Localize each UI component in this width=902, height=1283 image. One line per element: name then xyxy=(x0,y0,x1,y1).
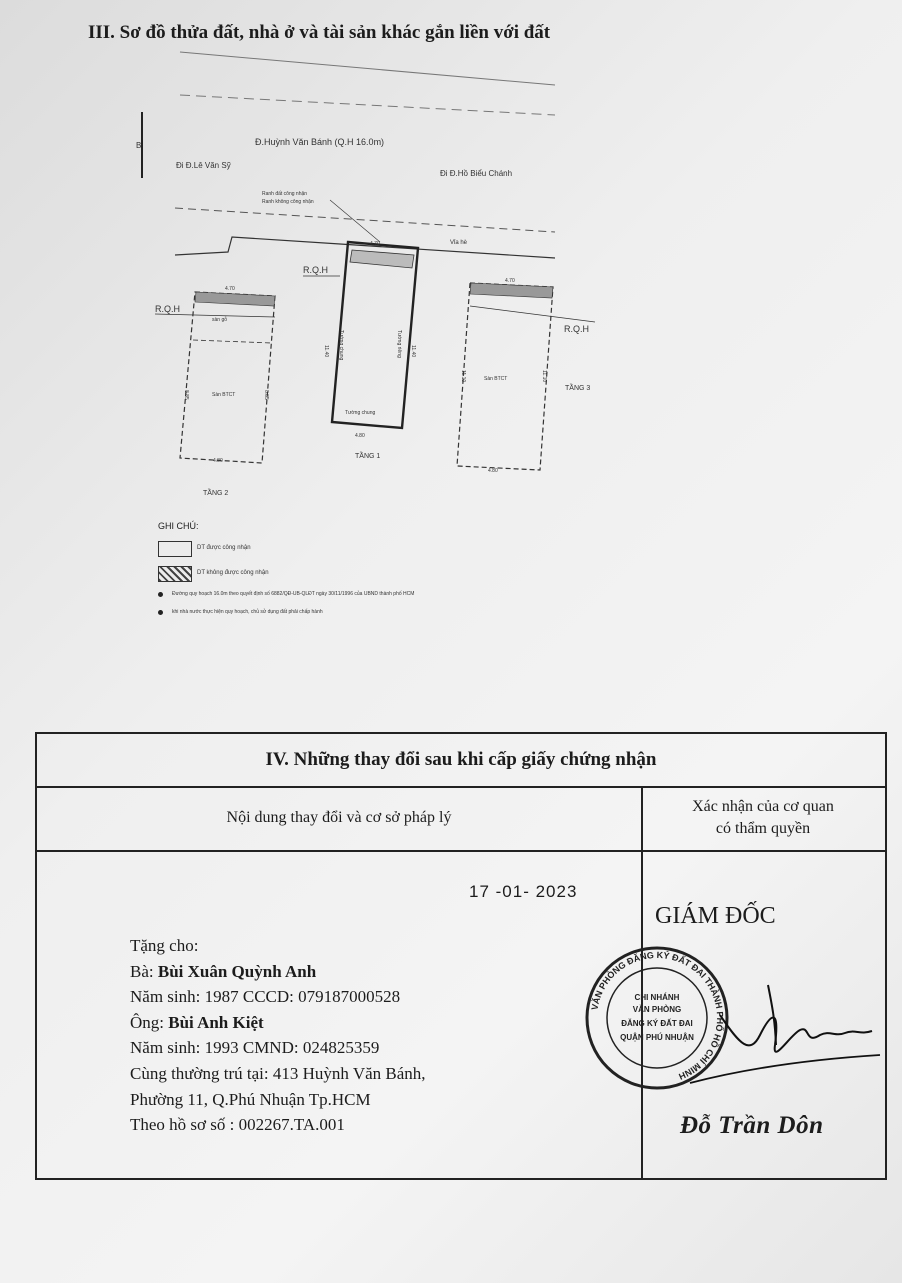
recipient-name-1: Bùi Xuân Quỳnh Anh xyxy=(157,961,317,981)
section3-title: III. Sơ đồ thửa đất, nhà ở và tài sản khác gắn liền với đất xyxy=(88,22,551,43)
floor3-label: TẦNG 3 xyxy=(565,385,591,392)
svg-text:ĐĂNG KÝ ĐẤT ĐAI: ĐĂNG KÝ ĐẤT ĐAI xyxy=(621,1019,693,1028)
note-not-recognized-label: Ranh không công nhận xyxy=(262,199,314,205)
detail-line: Bà: Bùi Xuân Quỳnh Anh xyxy=(130,961,317,981)
floor2-wood: sàn gỗ xyxy=(212,317,228,323)
bullet-icon xyxy=(158,592,163,597)
floor2-hatch-area xyxy=(195,292,275,306)
svg-text:4.70: 4.70 xyxy=(225,286,235,292)
floor1-hatch-area xyxy=(350,250,414,268)
svg-text:11.40: 11.40 xyxy=(323,345,329,358)
svg-text:B: B xyxy=(136,141,142,150)
change-date: 17 -01- 2023 xyxy=(469,882,578,901)
section4-title: IV. Những thay đổi sau khi cấp giấy chứng nhận xyxy=(37,734,885,788)
rqh-label-3: R.Q.H xyxy=(564,324,590,334)
guide-line xyxy=(180,52,555,85)
legend-note2: khi nhà nước thực hiện quy hoạch, chủ sử dụng đất phải chấp hành xyxy=(172,609,323,615)
col-header-confirmation-line2: có thẩm quyền xyxy=(715,820,811,837)
detail-line: Tặng cho: xyxy=(130,936,199,955)
col-header-content: Nội dung thay đổi và cơ sở pháp lý xyxy=(37,786,643,852)
svg-text:8.85: 8.85 xyxy=(263,390,269,400)
svg-text:4.80: 4.80 xyxy=(213,458,223,464)
svg-text:11.10: 11.10 xyxy=(541,370,547,383)
floor2-label: TẦNG 2 xyxy=(203,490,229,497)
detail-line: Ông: Bùi Anh Kiệt xyxy=(130,1012,264,1032)
note-recognized-label: Ranh đất công nhận xyxy=(262,191,308,197)
svg-text:11.40: 11.40 xyxy=(410,345,416,358)
svg-text:11.10: 11.10 xyxy=(460,370,466,383)
floor2-outline xyxy=(180,292,275,463)
legend-not-recognized: DT không được công nhận xyxy=(197,570,269,576)
detail-line: Cùng thường trú tại: 413 Huỳnh Văn Bánh, xyxy=(130,1063,426,1083)
svg-text:CHI NHÁNH: CHI NHÁNH xyxy=(634,993,680,1002)
recipient-name-2: Bùi Anh Kiệt xyxy=(168,1012,264,1032)
road-edge-line xyxy=(175,208,555,232)
legend-box-not-recognized xyxy=(158,566,192,582)
signature xyxy=(680,975,890,1095)
dir-right-label: Đi Đ.Hồ Biểu Chánh xyxy=(440,169,513,178)
legend-recognized: DT được công nhận xyxy=(197,545,251,551)
svg-text:4.70: 4.70 xyxy=(370,241,380,247)
svg-text:Tường chung: Tường chung xyxy=(338,330,344,361)
signer-role: GIÁM ĐỐC xyxy=(655,903,776,929)
change-details xyxy=(130,933,426,1138)
detail-line: Năm sinh: 1993 CMND: 024825359 xyxy=(130,1038,380,1058)
change-content-cell xyxy=(37,850,643,1178)
guide-line xyxy=(180,95,555,115)
floor3-btct: Sàn BTCT xyxy=(484,376,508,382)
rqh-label-2: R.Q.H xyxy=(155,304,181,314)
floor3-hatch-area xyxy=(470,283,553,298)
svg-text:QUẬN PHÚ NHUẬN: QUẬN PHÚ NHUẬN xyxy=(620,1033,694,1042)
bullet-icon xyxy=(158,610,163,615)
sidewalk-label: Vỉa hè xyxy=(450,240,468,246)
road-main-label: Đ.Huỳnh Văn Bánh (Q.H 16.0m) xyxy=(255,137,385,147)
svg-text:Tường chung: Tường chung xyxy=(345,410,376,416)
detail-line: Phường 11, Q.Phú Nhuận Tp.HCM xyxy=(130,1089,371,1109)
dir-left-label: Đi Đ.Lê Văn Sỹ xyxy=(176,161,231,170)
col-header-confirmation-line1: Xác nhận của cơ quan xyxy=(692,798,834,815)
svg-text:Tường riêng: Tường riêng xyxy=(396,330,402,358)
svg-text:VĂN PHÒNG ĐĂNG KÝ ĐẤT ĐAI THÀN: VĂN PHÒNG ĐĂNG KÝ ĐẤT ĐAI THÀNH PHỐ HỒ CHÍ MINH xyxy=(589,949,726,1082)
svg-text:4.80: 4.80 xyxy=(355,433,365,439)
col-header-confirmation xyxy=(641,786,885,852)
legend-box-recognized xyxy=(158,541,192,557)
signer-name: Đỗ Trần Dôn xyxy=(680,1112,824,1139)
svg-text:8.85: 8.85 xyxy=(183,390,189,400)
detail-line: Năm sinh: 1987 CCCD: 079187000528 xyxy=(130,987,401,1007)
svg-text:VĂN PHÒNG: VĂN PHÒNG xyxy=(632,1005,682,1014)
legend-note1: Đường quy hoạch 16.0m theo quyết định số 6882/QĐ-UB-QLĐT ngày 30/11/1996 của UBND thành phố HCM xyxy=(172,591,415,597)
detail-line: Theo hồ sơ số : 002267.TA.001 xyxy=(130,1115,345,1135)
legend-title: GHI CHÚ: xyxy=(158,521,199,531)
rqh-label-1: R.Q.H xyxy=(303,265,329,275)
svg-text:4.80: 4.80 xyxy=(488,468,498,474)
svg-text:4.70: 4.70 xyxy=(505,278,515,284)
floor2-btct: Sàn BTCT xyxy=(212,392,236,398)
floor1-label: TẦNG 1 xyxy=(355,453,381,460)
